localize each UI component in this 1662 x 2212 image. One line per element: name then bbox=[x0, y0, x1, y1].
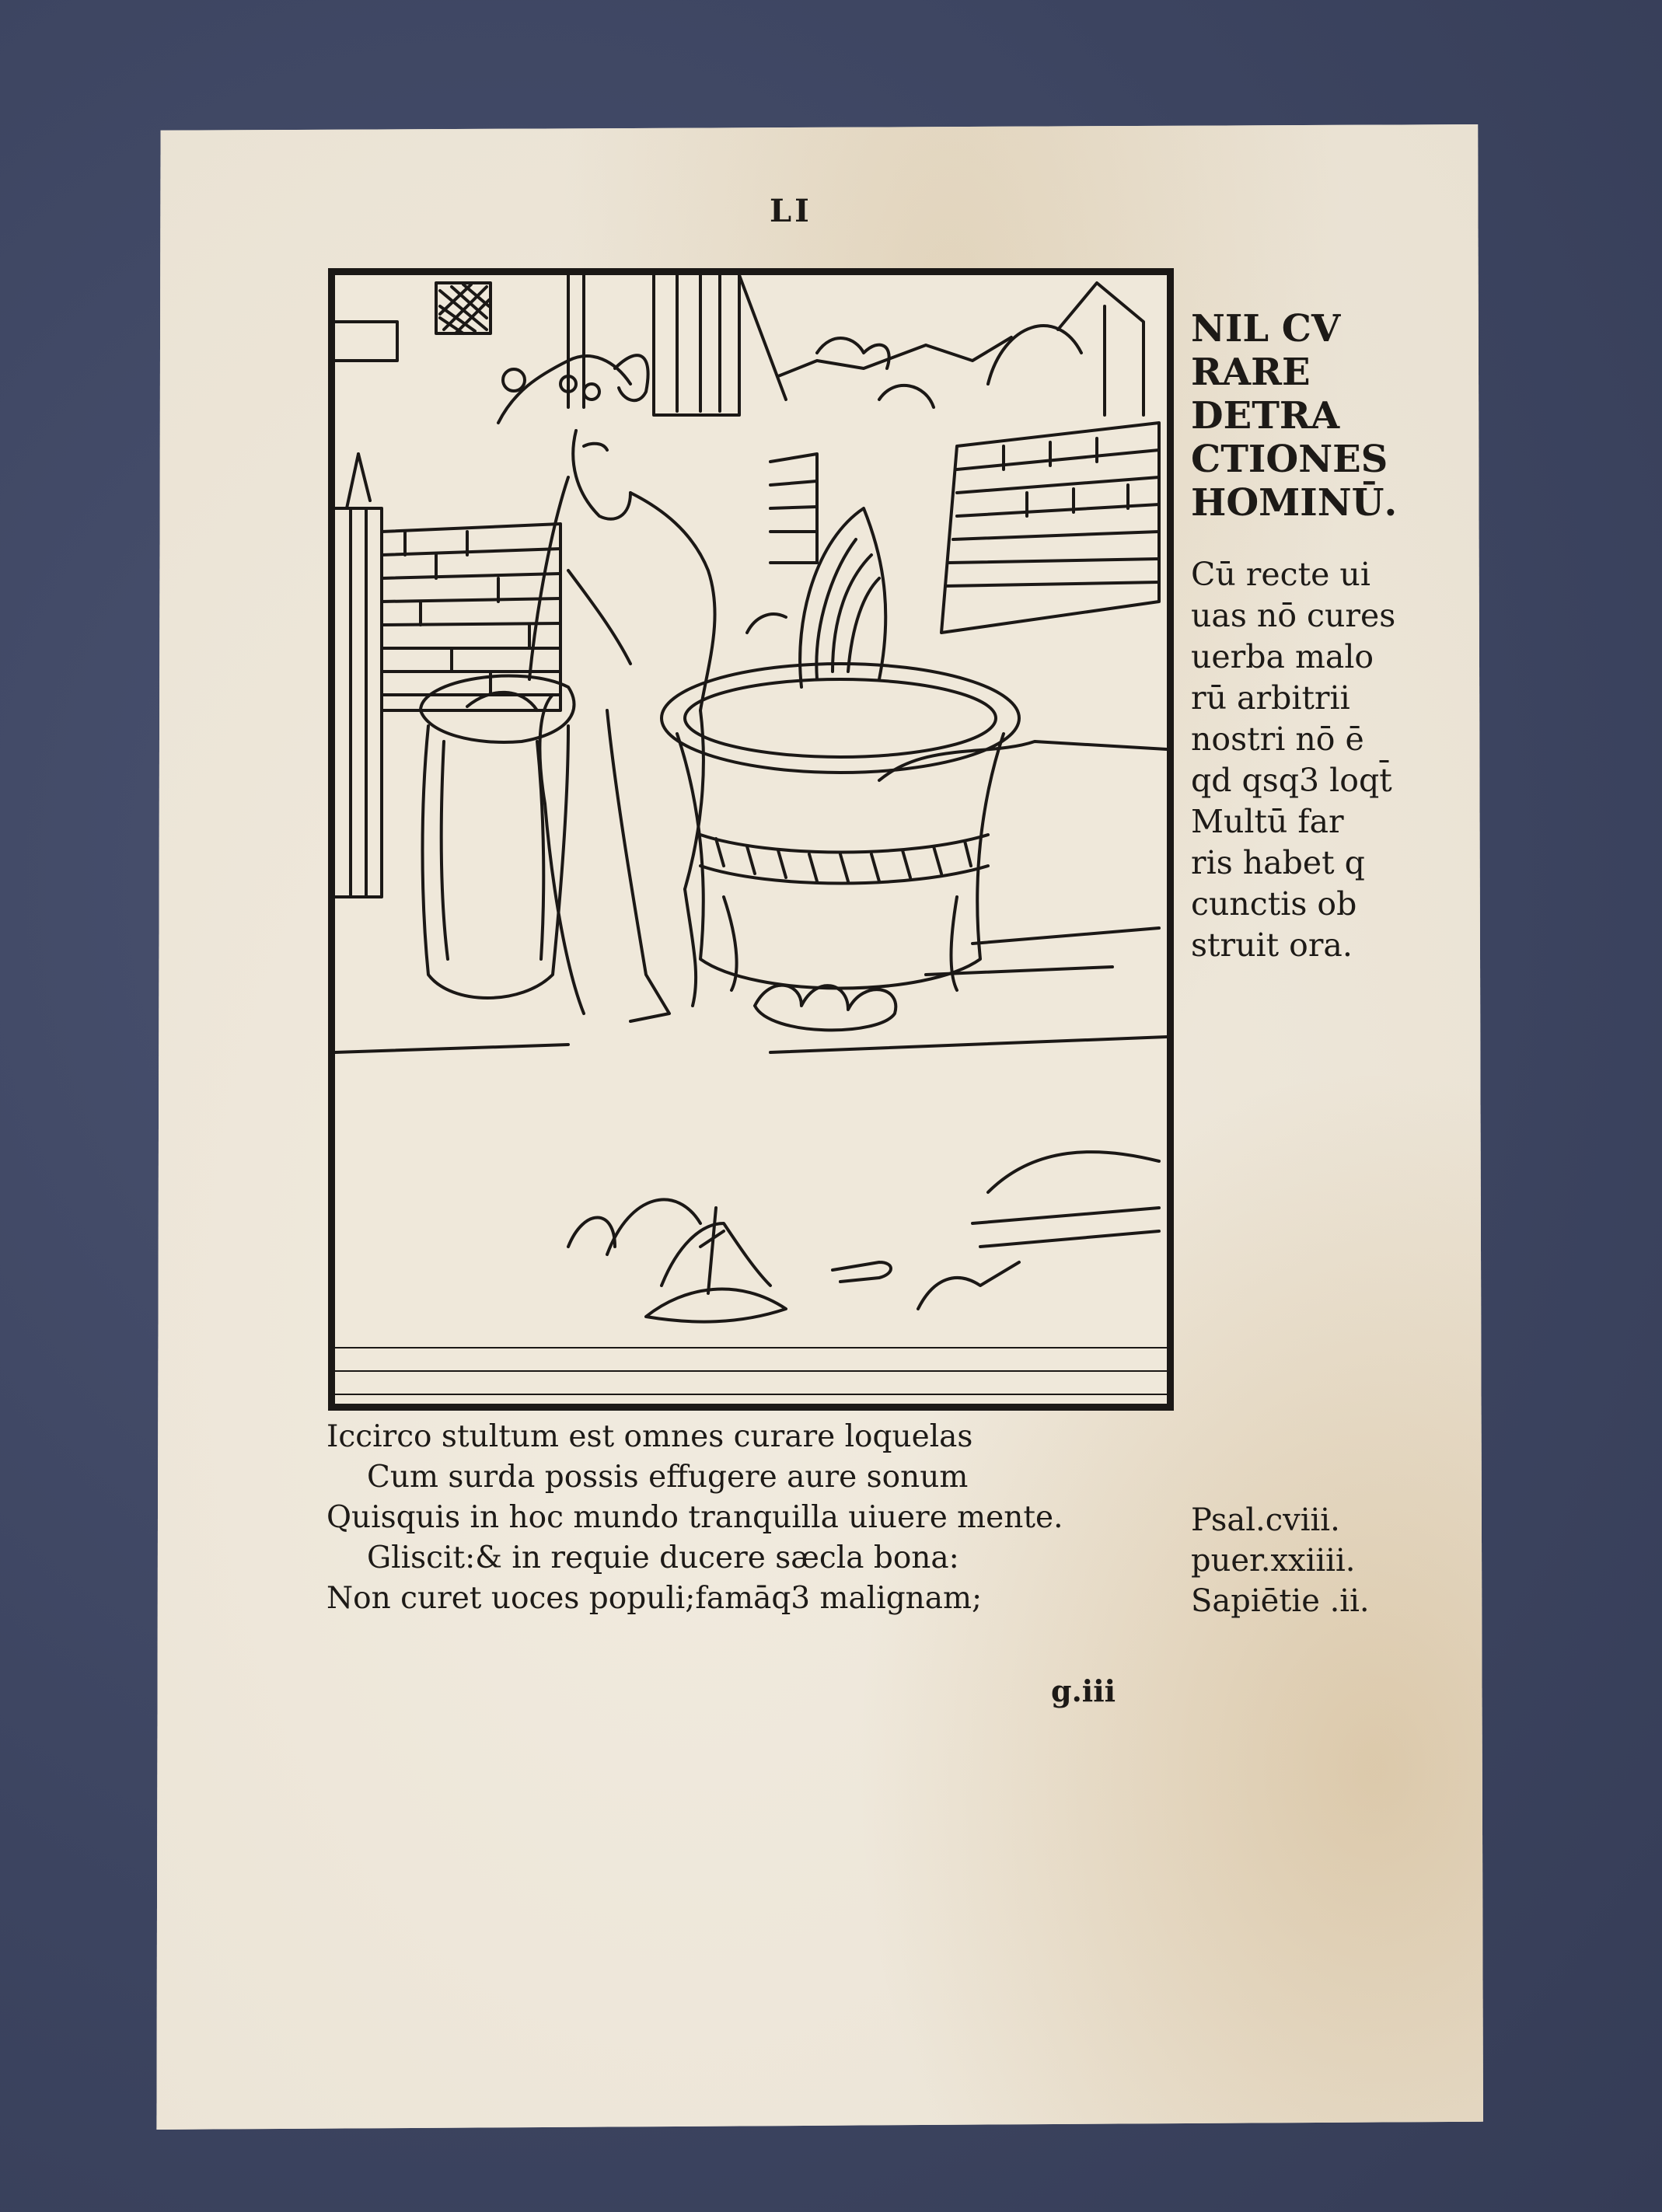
side-text-line: uerba malo bbox=[1191, 638, 1374, 675]
verse-line: Cum surda possis effugere aure sonum bbox=[367, 1460, 969, 1495]
side-text bbox=[1191, 554, 1395, 966]
reference-line: puer.xxiiii. bbox=[1191, 1543, 1356, 1579]
verse-line: Gliscit:& in requie ducere sæcla bona: bbox=[367, 1540, 959, 1575]
side-text-line: rū arbitrii bbox=[1191, 679, 1350, 717]
heading-line: RARE bbox=[1191, 351, 1311, 394]
woodcut-illustration bbox=[328, 268, 1174, 1411]
side-text-line: nostri nō ē bbox=[1191, 720, 1364, 758]
heading-line: DETRA bbox=[1191, 394, 1340, 438]
side-text-line: cunctis ob bbox=[1191, 885, 1357, 923]
side-text-line: struit ora. bbox=[1191, 926, 1353, 964]
marginal-references bbox=[1191, 1500, 1370, 1621]
heading-line: NIL CV bbox=[1191, 307, 1341, 351]
side-text-line: ris habet q bbox=[1191, 844, 1365, 881]
heading-line: HOMINŪ. bbox=[1191, 481, 1398, 525]
side-text-line: Cū recte ui bbox=[1191, 556, 1370, 593]
verse-block bbox=[326, 1417, 1063, 1619]
heading-line: CTIONES bbox=[1191, 438, 1388, 481]
verse-line: Quisquis in hoc mundo tranquilla uiuere mente. bbox=[326, 1500, 1063, 1535]
verse-line: Non curet uoces populi;famāq3 malignam; bbox=[326, 1581, 983, 1616]
signature-mark: g.iii bbox=[1051, 1673, 1116, 1708]
reference-line: Sapiētie .ii. bbox=[1191, 1583, 1370, 1619]
woodcut-drawing bbox=[335, 275, 1167, 1404]
side-text-line: uas nō cures bbox=[1191, 597, 1396, 634]
verse-line: Iccirco stultum est omnes curare loquelas bbox=[326, 1419, 973, 1454]
chapter-heading bbox=[1191, 307, 1397, 525]
side-text-line: Multū far bbox=[1191, 803, 1344, 840]
side-text-line: qd qsq3 loqt̄ bbox=[1191, 762, 1392, 799]
reference-line: Psal.cviii. bbox=[1191, 1502, 1340, 1538]
folio-number: LI bbox=[770, 193, 812, 229]
